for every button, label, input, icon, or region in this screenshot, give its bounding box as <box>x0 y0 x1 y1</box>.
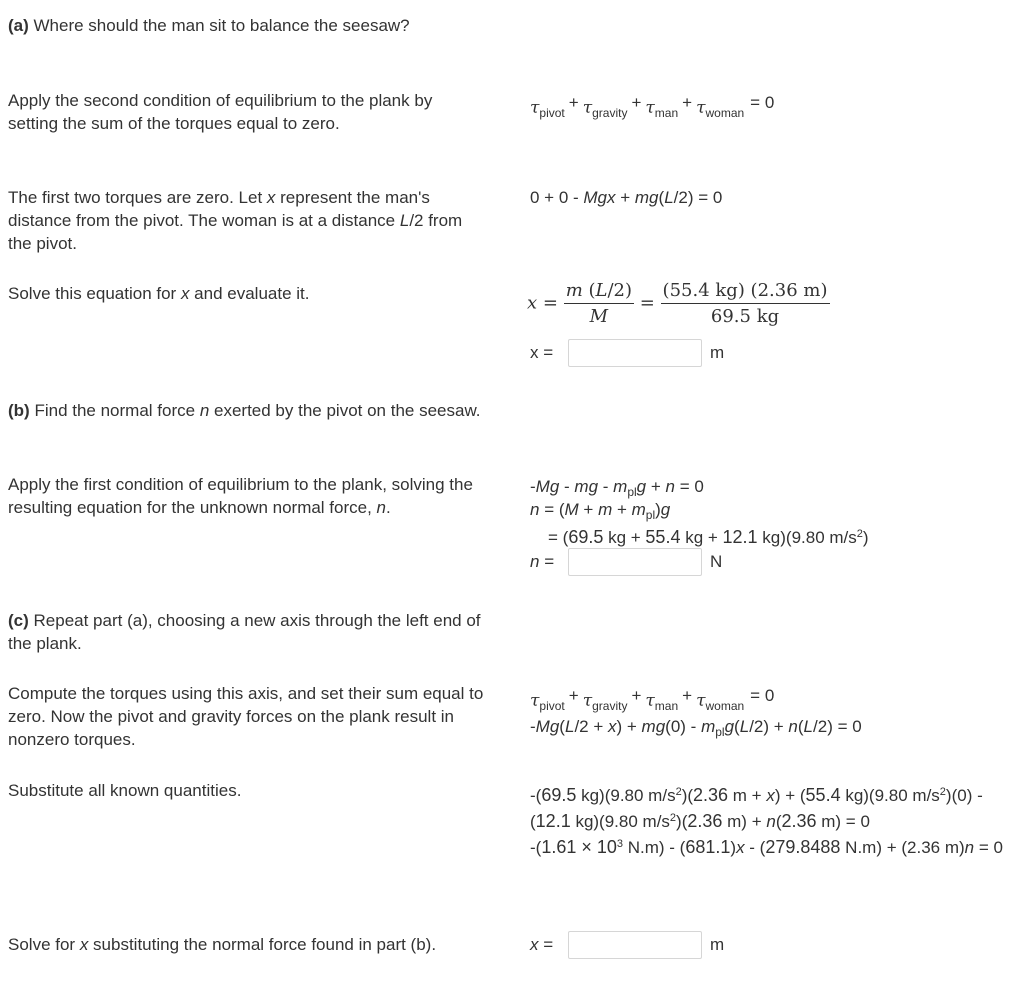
part-a-question <box>8 14 438 37</box>
part-a-step2-text: The first two torques are zero. Let x represent the man's distance from the pivot. The woman is at a distance L/2 from the pivot. <box>8 188 463 253</box>
n-unit: N <box>710 552 723 571</box>
part-c-question: (c) Repeat part (a), choosing a new axis through the left end of the plank. <box>8 611 481 653</box>
n-answer-label: n = <box>530 552 555 571</box>
x-solution-fraction: x = $\frac{m (L/2)}{M}$ = $\frac{(55.4 kg) (2.36 m)}{69.5 kg}$ <box>527 280 828 327</box>
part-a-step1-text: Apply the second condition of equilibrium to the plank by setting the sum of the torques equal to zero. <box>8 91 433 133</box>
part-a-step3-text: Solve this equation for x and evaluate it. <box>8 284 310 303</box>
x-unit-a: m <box>710 343 725 362</box>
torque-sum-equation-c: $\tau_{pivot}+ \tau_{gravity}+ \tau_{man}+ \tau_{woman}= 0$ <box>530 686 775 713</box>
part-c-step3-text: Solve for x substituting the normal force found in part (b). <box>8 935 437 954</box>
torque-sum-equation-a: $\tau_{pivot}+ \tau_{gravity}+ \tau_{man}+ \tau_{woman}= 0$ <box>530 93 775 120</box>
part-b-question: (b) Find the normal force n exerted by the pivot on the seesaw. <box>8 401 481 420</box>
normal-force-expression: $n = (M + m + m_{pl})g$ <box>530 500 671 522</box>
torque-equation-c: $-Mg(L/2 + x) + mg(0) - m_{pl}g(L/2) + n(L/2) = 0$ <box>530 717 862 739</box>
x-answer-input-c[interactable] <box>568 931 702 959</box>
part-c-label: (c) <box>8 611 29 630</box>
torque-equation-a: 0 + 0 - Mgx + mg(L/2) = 0 <box>530 188 723 207</box>
part-b-label: (b) <box>8 401 30 420</box>
part-b-step-text: Apply the first condition of equilibrium to the plank, solving the resulting equation for the unknown normal force, n. <box>8 475 473 517</box>
x-answer-input-a[interactable] <box>568 339 702 367</box>
part-c-step2-text: Substitute all known quantities. <box>8 781 242 800</box>
part-c-step1-text: Compute the torques using this axis, and set their sum equal to zero. Now the pivot and gravity forces on the plank result in nonzero torques. <box>8 684 484 749</box>
normal-force-substitution: = (69.5 kg + 55.4 kg + 12.1 kg)(9.80 $m/s^2$) <box>548 527 869 547</box>
part-a-label: (a) <box>8 16 29 35</box>
x-unit-c: m <box>710 935 725 954</box>
substituted-equation: -(69.5 kg)(9.80 $m/s^2)(2.36$ m + x) + (55.4 kg)(9.80 $m/s^2)(0) - (12.1$ kg)(9.80 $m/s^2)(2.36$ m) + n(2.36 m) = 0 $-(1.61 \times 10^3$ N.m) - (681.1)x - (279.8488 N.m) + (2.36 m)n = 0 <box>530 785 1003 857</box>
force-sum-equation: -Mg - mg - $m_{pl}g + n = 0$ <box>530 477 704 499</box>
n-answer-input[interactable] <box>568 548 702 576</box>
x-answer-label-a: x = <box>530 343 554 362</box>
x-answer-label-c: x = <box>530 935 554 954</box>
part-a-question-text: Where should the man sit to balance the seesaw? <box>33 16 410 35</box>
